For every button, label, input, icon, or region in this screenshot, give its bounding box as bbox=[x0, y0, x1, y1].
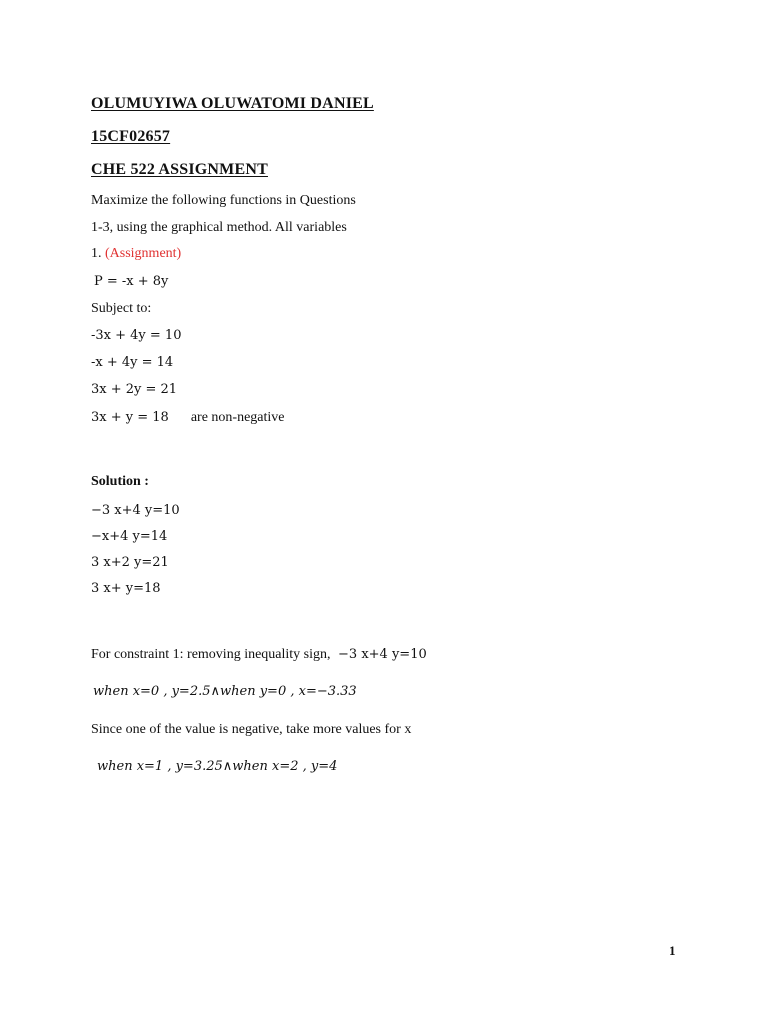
author-name-heading: OLUMUYIWA OLUWATOMI DANIEL bbox=[91, 95, 374, 112]
page-number: 1 bbox=[669, 943, 676, 958]
constraint-1-analysis bbox=[91, 646, 427, 664]
constraint-1-text: For constraint 1: removing inequality sign, bbox=[91, 647, 335, 662]
student-id-heading: 15CF02657 bbox=[91, 128, 171, 145]
non-negative-note: are non-negative bbox=[190, 410, 285, 425]
solution-equation-4: 3 x+ y=18 bbox=[91, 581, 161, 596]
question-1-tag: (Assignment) bbox=[105, 246, 182, 261]
when-values-line-1: when x=0 , y=2.5∧when y=0 , x=−3.33 bbox=[93, 684, 357, 699]
since-negative-text: Since one of the value is negative, take more values for x bbox=[91, 722, 412, 737]
solution-equation-1: −3 x+4 y=10 bbox=[91, 503, 180, 518]
constraint-1: -3x + 4y = 10 bbox=[91, 328, 182, 343]
solution-label: Solution : bbox=[91, 474, 149, 489]
solution-equation-2: −x+4 y=14 bbox=[91, 529, 168, 544]
objective-function: P = -x + 8y bbox=[94, 274, 169, 289]
constraint-1-equation: −3 x+4 y=10 bbox=[338, 647, 427, 662]
subject-to-label: Subject to: bbox=[91, 301, 152, 316]
when-values-line-2: when x=1 , y=3.25∧when x=2 , y=4 bbox=[97, 759, 338, 774]
constraint-4: 3x + y = 18 bbox=[91, 410, 169, 425]
solution-equation-3: 3 x+2 y=21 bbox=[91, 555, 169, 570]
constraint-4-line bbox=[91, 409, 285, 427]
question-1-line bbox=[91, 245, 181, 263]
intro-line-2: 1-3, using the graphical method. All variables bbox=[91, 220, 347, 235]
question-1-number: 1. bbox=[91, 246, 105, 261]
constraint-3: 3x + 2y = 21 bbox=[91, 382, 178, 397]
constraint-2: -x + 4y = 14 bbox=[91, 355, 174, 370]
course-assignment-heading: CHE 522 ASSIGNMENT bbox=[91, 161, 268, 178]
intro-line-1: Maximize the following functions in Questions bbox=[91, 193, 356, 208]
